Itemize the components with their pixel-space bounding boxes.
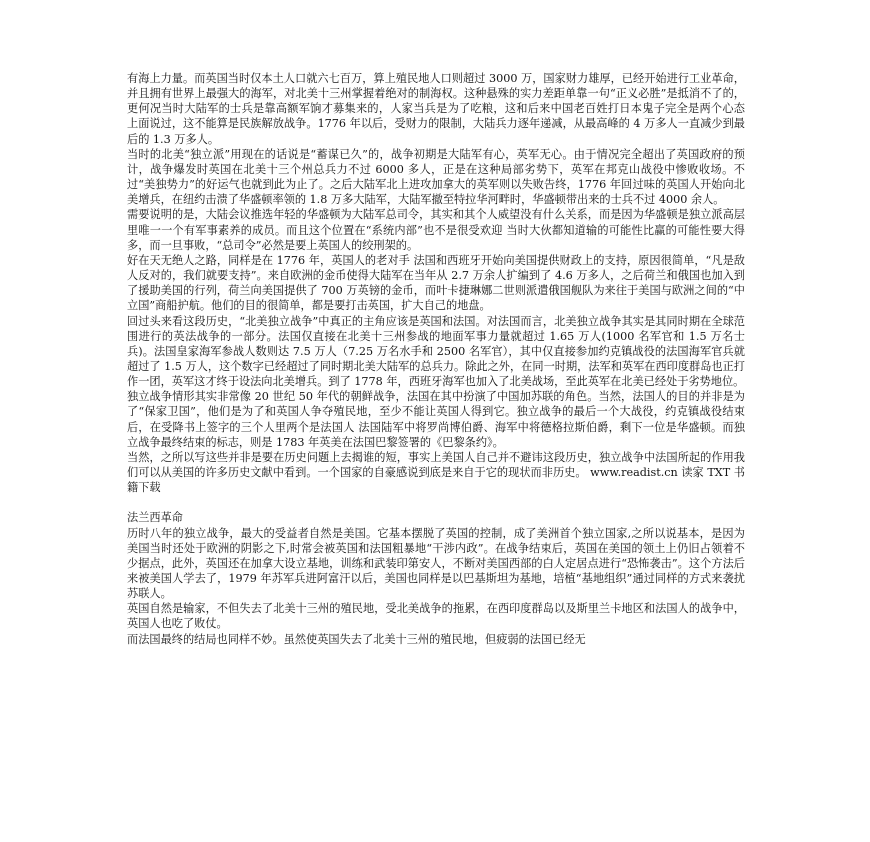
- paragraph-korean-war-analogy: 独立战争情形其实非常像 20 世纪 50 年代的朝鲜战争，法国在其中扮演了中国加苏联的角色。当然，法国人的目的并非是为了“保家卫国”，他们是为了和英国人争夺殖民地，至少不能让英国人得到它。独立战争的最后一个大战役，约克镇战役结束后，在受降书上签字的三个人里两个是法国人 法国陆军中将罗尚博伯爵、海军中将德格拉斯伯爵，剩下一位是华盛顿。而独立战争最终结束的标志，则是 1783 年英美在法国巴黎签署的《巴黎条约》。: [127, 390, 745, 449]
- document-page: [127, 71, 745, 647]
- paragraph-independence-faction: 当时的北美“独立派”用现在的话说是“蓄谋已久”的，战争初期是大陆军有心，英军无心。由于情况完全超出了英国政府的预计，战争爆发时英国在北美十三个州总兵力不过 6000 多人，正是在这种局部劣势下，英军在邦克山战役中惨败收场。不过“美独势力”的好运气也就到此为止了。之后大陆军北上进攻加拿大的英军则以失败告终，1776 年回过味的英国人开始向北美增兵，在纽约击溃了华盛顿率领的 1.8 万多大陆军，大陆军撤至特拉华河畔时，华盛顿带出来的士兵不过 4000 余人。: [127, 147, 745, 207]
- paragraph-france-outcome: 而法国最终的结局也同样不妙。虽然使英国失去了北美十三州的殖民地，但疲弱的法国已经无: [127, 632, 586, 646]
- paragraph-war-beneficiary: 历时八年的独立战争，最大的受益者自然是美国。它基本摆脱了英国的控制，成了美洲首个独立国家,之所以说基本，是因为美国当时还处于欧洲的阴影之下,时常会被英国和法国粗暴地“干涉内政”。在战争结束后，英国在美国的领土上仍旧占领着不少据点，此外，英国还在加拿大设立基地，训练和武装印第安人，不断对美国西部的白人定居点进行“恐怖袭击”。这个方法后来被美国人学去了，1979 年苏军兵进阿富汗以后，美国也同样是以巴基斯坦为基地，培植“基地组织”通过同样的方式来袭扰苏联人。: [127, 526, 745, 601]
- paragraph-washington-commander: 需要说明的是，大陆会议推选年轻的华盛顿为大陆军总司令，其实和其个人威望没有什么关系，而是因为华盛顿是独立派高层里唯一一个有军事素养的成员。而且这个位置在“系统内部”也不是很受欢迎 当时大伙都知道输的可能性比赢的可能性要大得多，而一旦事败，“总司令”必然是要上英国人的绞刑架的。: [127, 208, 745, 252]
- section-heading-french-revolution: 法兰西革命: [127, 511, 183, 525]
- paragraph-france-role: 回过头来看这段历史，“北美独立战争”中真正的主角应该是英国和法国。对法国而言，北美独立战争其实是其同时期在全球范围进行的英法战争的一部分。法国仅直接在北美十三州参战的地面军事力量就超过 1.65 万人(1000 名军官和 1.5 万名士兵)。法国皇家海军参战人数则达 7.5 万人（7.25 万名水手和 2500 名军官），其中仅直接参加约克镇战役的法国海军官兵就超过了 1.5 万人，这个数字已经超过了同时期北美大陆军的总兵力。除此之外，在同一时期，法军和英军在西印度群岛也正打作一团，英军这才终于设法向北美增兵。到了 1778 年，西班牙海军也加入了北美战场，至此英军在北美已经处于劣势地位。: [127, 314, 745, 389]
- paragraph-national-pride: 当然，之所以写这些并非是要在历史问题上去揭谁的短，事实上美国人自己并不避讳这段历史，独立战争中法国所起的作用我们可以从美国的许多历史文献中看到。一个国家的自豪感说到底是来自于它的现状而非历史。 www.readist.cn 读家 TXT 书籍下载: [127, 450, 745, 495]
- paragraph-foreign-support: 好在天无绝人之路，同样是在 1776 年，英国人的老对手 法国和西班牙开始向美国提供财政上的支持，原因很简单，“凡是敌人反对的，我们就要支持”。来自欧洲的金币使得大陆军在当年从 2.7 万余人扩编到了 4.6 万多人，之后荷兰和俄国也加入到了援助美国的行列，荷兰向美国提供了 700 万英镑的金币，而叶卡捷琳娜二世则派遣俄国舰队为来往于美国与欧洲之间的“中立国”商船护航。他们的目的很简单，都是要打击英国，扩大自己的地盘。: [127, 253, 745, 313]
- blank-line: [127, 495, 745, 510]
- paragraph-naval-power: 有海上力量。而英国当时仅本土人口就六七百万，算上殖民地人口则超过 3000 万，国家财力雄厚，已经开始进行工业革命，并且拥有世界上最强大的海军，对北美十三州掌握着绝对的制海权。这种悬殊的实力差距单靠一句“正义必胜”是抵消不了的，更何况当时大陆军的士兵是靠高额军饷才募集来的，人家当兵是为了吃粮，这和后来中国老百姓打日本鬼子完全是两个心态 上面说过，这不能算是民族解放战争。1776 年以后，受财力的限制，大陆兵力逐年递减，从最高峰的 4 万多人一直减少到最后的 1.3 万多人。: [127, 72, 745, 146]
- paragraph-britain-loser: 英国自然是输家，不但失去了北美十三州的殖民地，受北美战争的拖累，在西印度群岛以及斯里兰卡地区和法国人的战争中，英国人也吃了败仗。: [127, 602, 745, 631]
